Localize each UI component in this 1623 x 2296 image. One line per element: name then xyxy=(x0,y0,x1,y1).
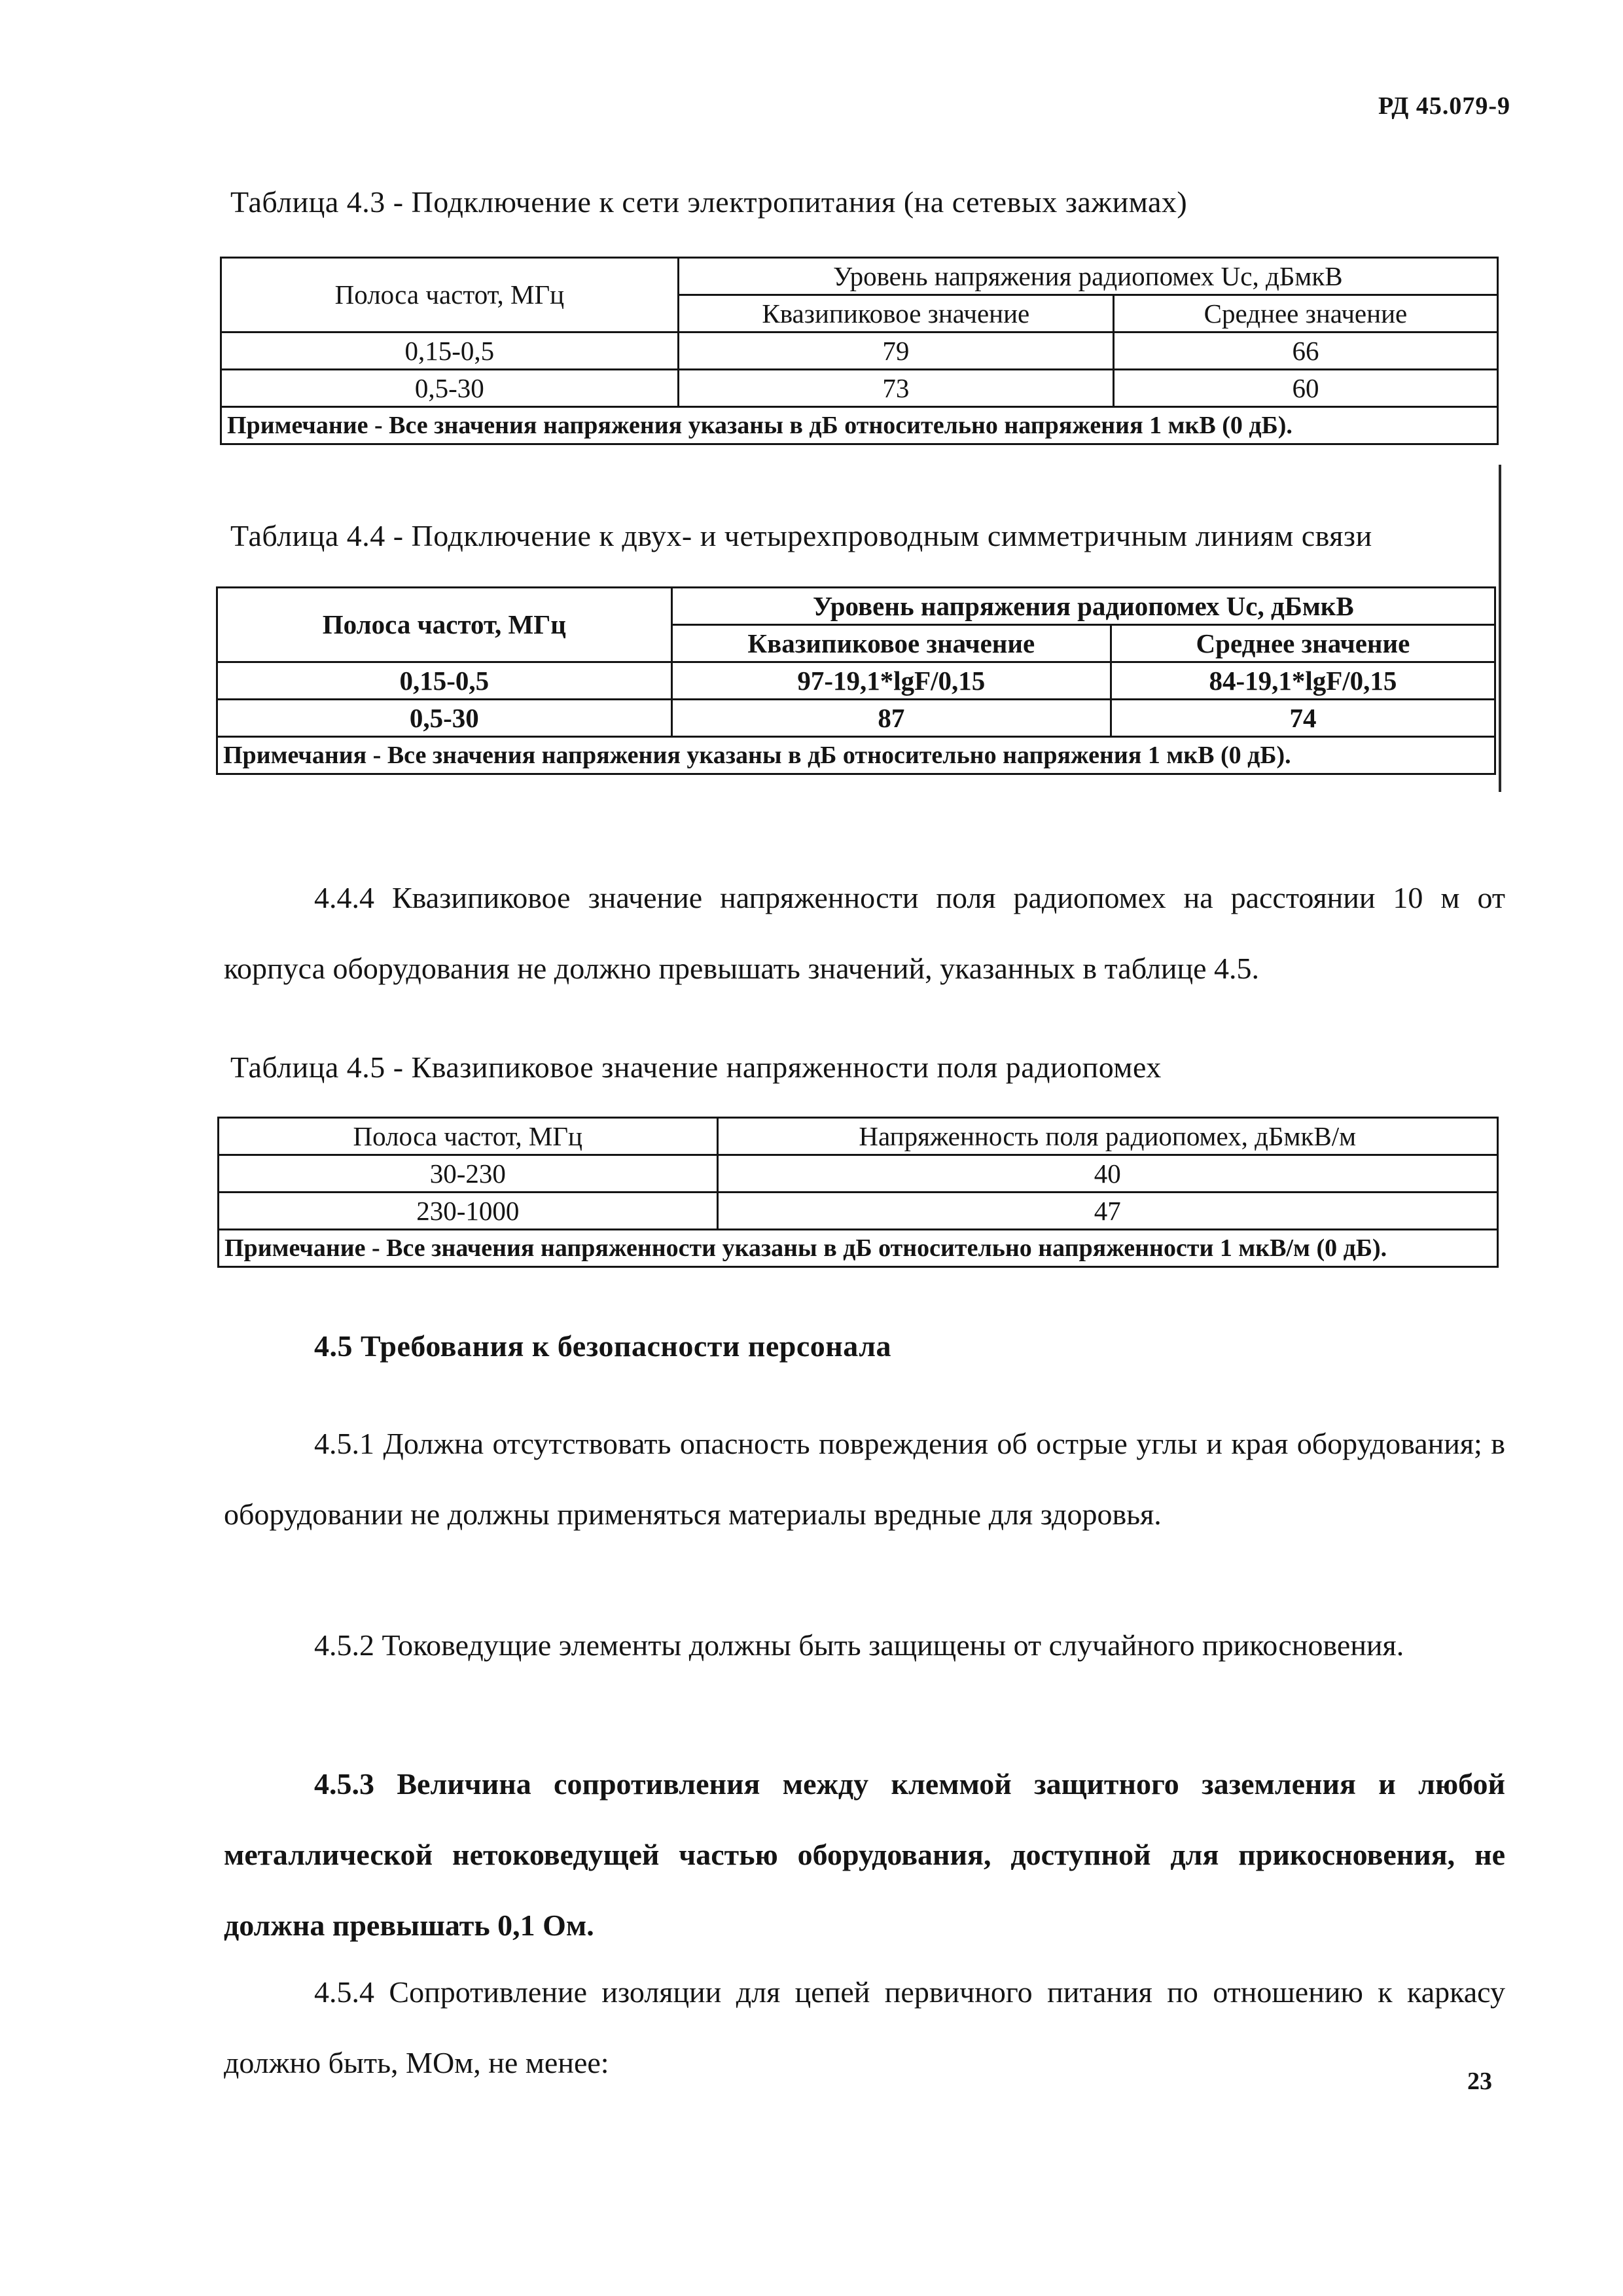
cell-frequency: 0,5-30 xyxy=(221,370,679,407)
cell-frequency: 0,15-0,5 xyxy=(217,662,672,700)
table-header-row xyxy=(221,258,1498,295)
paragraph-4-4-4: 4.4.4 Квазипиковое значение напряженности поля радиопомех на расстоянии 10 м от корпуса оборудования не должно превышать значений, указанных в таблице 4.5. xyxy=(224,881,1505,985)
table-4-4-caption: Таблица 4.4 - Подключение к двух- и четырехпроводным симметричным линиям связи xyxy=(230,519,1372,552)
paragraph-4-5-2: 4.5.2 Токоведущие элементы должны быть защищены от случайного прикосновения. xyxy=(314,1628,1404,1662)
cell-frequency: 0,15-0,5 xyxy=(221,332,679,370)
cell-frequency: 30-230 xyxy=(219,1155,718,1193)
table-row xyxy=(221,370,1498,407)
header-voltage-level: Уровень напряжения радиопомех Uc, дБмкВ xyxy=(671,588,1495,625)
table-note: Примечание - Все значения напряжения указаны в дБ относительно напряжения 1 мкВ (0 дБ). xyxy=(221,407,1498,444)
table-header-row xyxy=(219,1118,1498,1155)
paragraph-4-5-1: 4.5.1 Должна отсутствовать опасность повреждения об острые углы и края оборудования; в оборудовании не должны применяться материалы вредные для здоровья. xyxy=(224,1427,1505,1531)
cell-field-strength: 47 xyxy=(717,1193,1497,1230)
table-note: Примечание - Все значения напряженности указаны в дБ относительно напряженности 1 мкВ/м (0 дБ). xyxy=(219,1230,1498,1267)
table-note-row xyxy=(217,737,1495,774)
page-number: 23 xyxy=(1467,2068,1492,2095)
cell-quasi-peak: 79 xyxy=(678,332,1113,370)
table-4-4 xyxy=(216,586,1496,775)
cell-quasi-peak: 73 xyxy=(678,370,1113,407)
table-note-row xyxy=(219,1230,1498,1267)
header-frequency-band: Полоса частот, МГц xyxy=(221,258,679,332)
header-field-strength: Напряженность поля радиопомех, дБмкВ/м xyxy=(717,1118,1497,1155)
header-frequency-band: Полоса частот, МГц xyxy=(219,1118,718,1155)
table-row xyxy=(219,1155,1498,1193)
header-quasi-peak: Квазипиковое значение xyxy=(678,295,1113,332)
scan-edge-line xyxy=(1499,465,1501,792)
header-voltage-level: Уровень напряжения радиопомех Uc, дБмкВ xyxy=(678,258,1497,295)
cell-field-strength: 40 xyxy=(717,1155,1497,1193)
header-quasi-peak: Квазипиковое значение xyxy=(671,625,1111,662)
cell-frequency: 0,5-30 xyxy=(217,700,672,737)
header-average: Среднее значение xyxy=(1111,625,1495,662)
table-row xyxy=(221,332,1498,370)
cell-quasi-peak: 87 xyxy=(671,700,1111,737)
cell-frequency: 230-1000 xyxy=(219,1193,718,1230)
table-note: Примечания - Все значения напряжения указаны в дБ относительно напряжения 1 мкВ (0 дБ). xyxy=(217,737,1495,774)
table-note-row xyxy=(221,407,1498,444)
cell-average: 60 xyxy=(1113,370,1497,407)
table-4-5-caption: Таблица 4.5 - Квазипиковое значение напряженности поля радиопомех xyxy=(230,1050,1162,1084)
cell-quasi-peak: 97-19,1*lgF/0,15 xyxy=(671,662,1111,700)
cell-average: 74 xyxy=(1111,700,1495,737)
cell-average: 84-19,1*lgF/0,15 xyxy=(1111,662,1495,700)
header-average: Среднее значение xyxy=(1113,295,1497,332)
table-row xyxy=(219,1193,1498,1230)
cell-average: 66 xyxy=(1113,332,1497,370)
table-header-row xyxy=(217,588,1495,625)
table-row xyxy=(217,662,1495,700)
table-4-3 xyxy=(220,257,1499,445)
paragraph-4-5-4: 4.5.4 Сопротивление изоляции для цепей первичного питания по отношению к каркасу должно быть, МОм, не менее: xyxy=(224,1975,1505,2079)
paragraph-4-5-3: 4.5.3 Величина сопротивления между клеммой защитного заземления и любой металлической нетоковедущей частью оборудования, доступной для прикосновения, не должна превышать 0,1 Ом. xyxy=(224,1767,1505,1942)
section-4-5-title: 4.5 Требования к безопасности персонала xyxy=(314,1329,892,1363)
document-code: РД 45.079-9 xyxy=(1378,92,1510,120)
table-row xyxy=(217,700,1495,737)
table-4-5 xyxy=(217,1117,1499,1268)
header-frequency-band: Полоса частот, МГц xyxy=(217,588,672,662)
table-4-3-caption: Таблица 4.3 - Подключение к сети электропитания (на сетевых зажимах) xyxy=(230,185,1188,219)
